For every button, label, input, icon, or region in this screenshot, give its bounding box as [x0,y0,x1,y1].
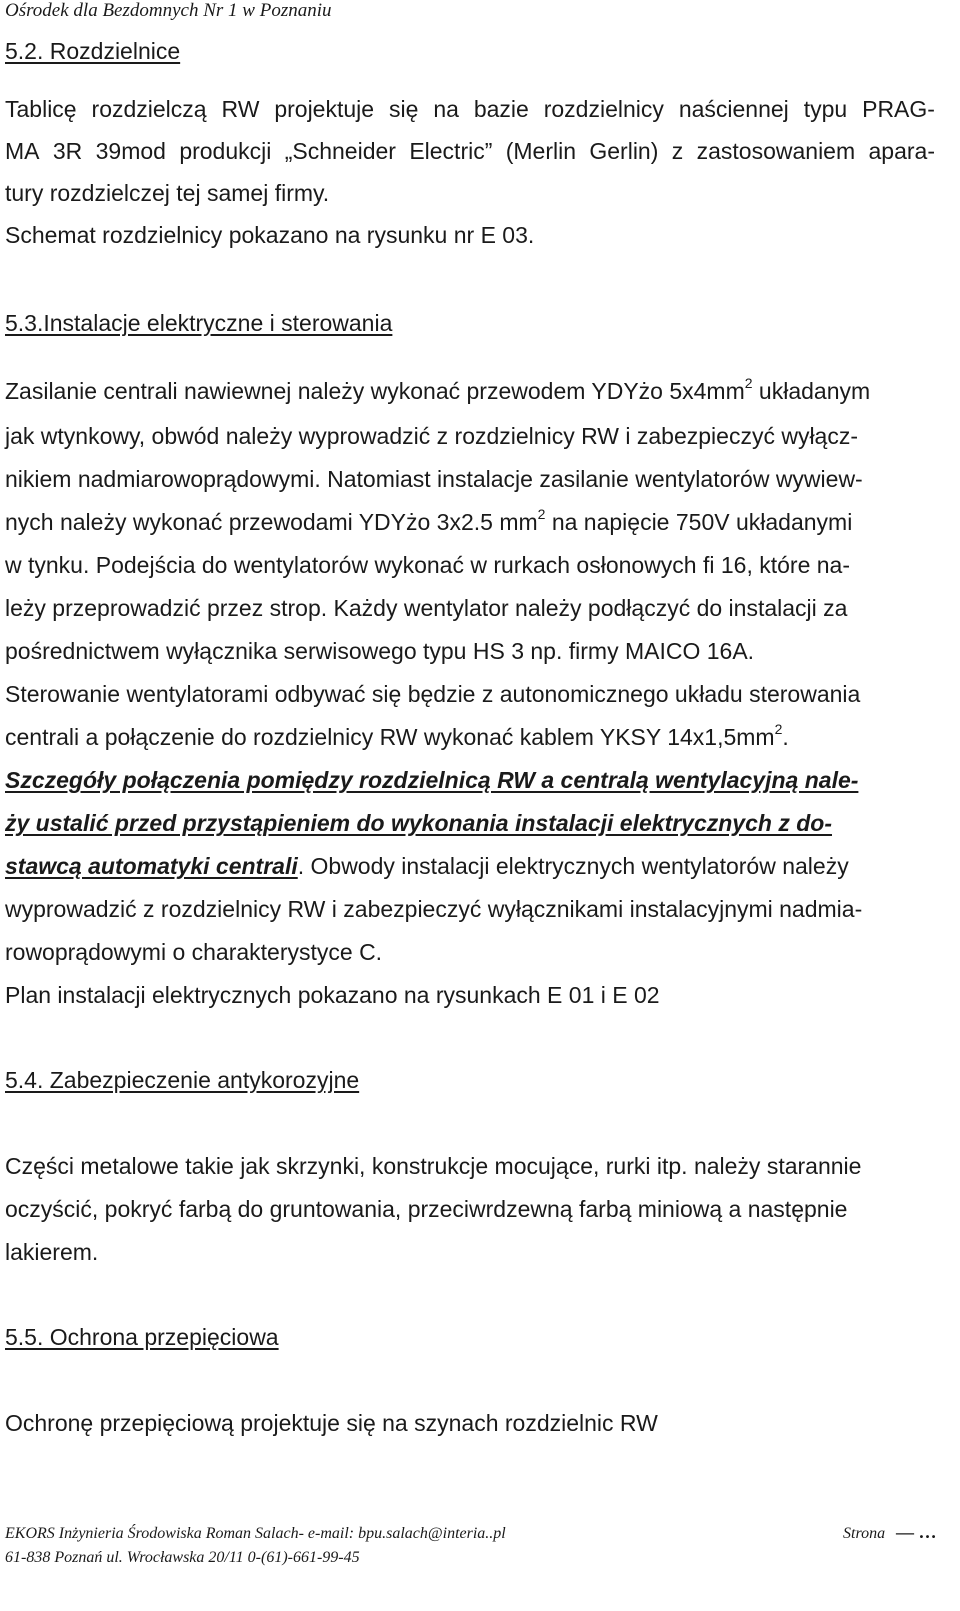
section-heading-5-4: 5.4. Zabezpieczenie antykorozyjne [5,1067,360,1093]
paragraph-line: Zasilanie centrali nawiewnej należy wykonać przewodem YDYżo $5x4mm^2$ układanym [5,375,871,404]
paragraph-line: Części metalowe takie jak skrzynki, konstrukcje mocujące, rurki itp. należy starannie [5,1153,862,1179]
paragraph-line: w tynku. Podejścia do wentylatorów wykonać w rurkach osłonowych fi 16, które na- [5,552,851,578]
page-header: Ośrodek dla Bezdomnych Nr 1 w Poznaniu [5,0,332,21]
paragraph-line: stawcą automatyki centrali. Obwody instalacji elektrycznych wentylatorów należy [5,853,849,879]
paragraph-line: nych należy wykonać przewodami YDYżo 3x2.5 $mm^2$ na napięcie 750V układanymi [5,506,853,535]
page-number: — … [896,1522,937,1542]
section-heading-5-3: 5.3.Instalacje elektryczne i sterowania [5,310,393,336]
paragraph-line: rowoprądowymi o charakterystyce C. [5,939,383,965]
paragraph-line: oczyścić, pokryć farbą do gruntowania, przeciwrdzewną farbą miniową a następnie [5,1196,848,1222]
paragraph-line: Schemat rozdzielnicy pokazano na rysunku nr E 03. [5,222,535,248]
paragraph-line: Sterowanie wentylatorami odbywać się będzie z autonomicznego układu sterowania [5,681,861,707]
paragraph-line: pośrednictwem wyłącznika serwisowego typu HS 3 np. firmy MAICO 16A. [5,638,755,664]
paragraph-line: Tablicę rozdzielczą RW projektuje się na bazie rozdzielnicy naściennej typu PRAG- [5,96,935,122]
paragraph-line: tury rozdzielczej tej samej firmy. [5,180,330,206]
paragraph-line: nikiem nadmiarowoprądowymi. Natomiast instalacje zasilanie wentylatorów wywiew- [5,466,863,492]
paragraph-line: Ochronę przepięciową projektuje się na szynach rozdzielnic RW [5,1410,658,1436]
emphasis-line: ży ustalić przed przystąpieniem do wykonania instalacji elektrycznych z do- [5,810,832,836]
paragraph-line: centrali a połączenie do rozdzielnicy RW wykonać kablem YKSY $14x1,5mm^2$. [5,721,789,750]
paragraph-line: MA 3R 39mod produkcji „Schneider Electric” (Merlin Gerlin) z zastosowaniem apara- [5,138,935,164]
paragraph-line: wyprowadzić z rozdzielnicy RW i zabezpieczyć wyłącznikami instalacyjnymi nadmia- [5,896,863,922]
section-heading-5-2: 5.2. Rozdzielnice [5,38,181,64]
page-label: Strona [843,1525,886,1542]
footer-company: EKORS Inżynieria Środowiska Roman Salach- e-mail: bpu.salach@interia..pl [5,1525,506,1542]
paragraph-line: leży przeprowadzić przez strop. Każdy wentylator należy podłączyć do instalacji za [5,595,848,621]
section-heading-5-5: 5.5. Ochrona przepięciowa [5,1324,279,1350]
footer-address: 61-838 Poznań ul. Wrocławska 20/11 0-(61)-661-99-45 [5,1549,360,1566]
emphasis-line: Szczegóły połączenia pomiędzy rozdzielnicą RW a centralą wentylacyjną nale- [5,767,859,793]
paragraph-line: jak wtynkowy, obwód należy wyprowadzić z rozdzielnicy RW i zabezpieczyć wyłącz- [5,423,858,449]
paragraph-line: Plan instalacji elektrycznych pokazano na rysunkach E 01 i E 02 [5,982,660,1008]
paragraph-line: lakierem. [5,1239,99,1265]
